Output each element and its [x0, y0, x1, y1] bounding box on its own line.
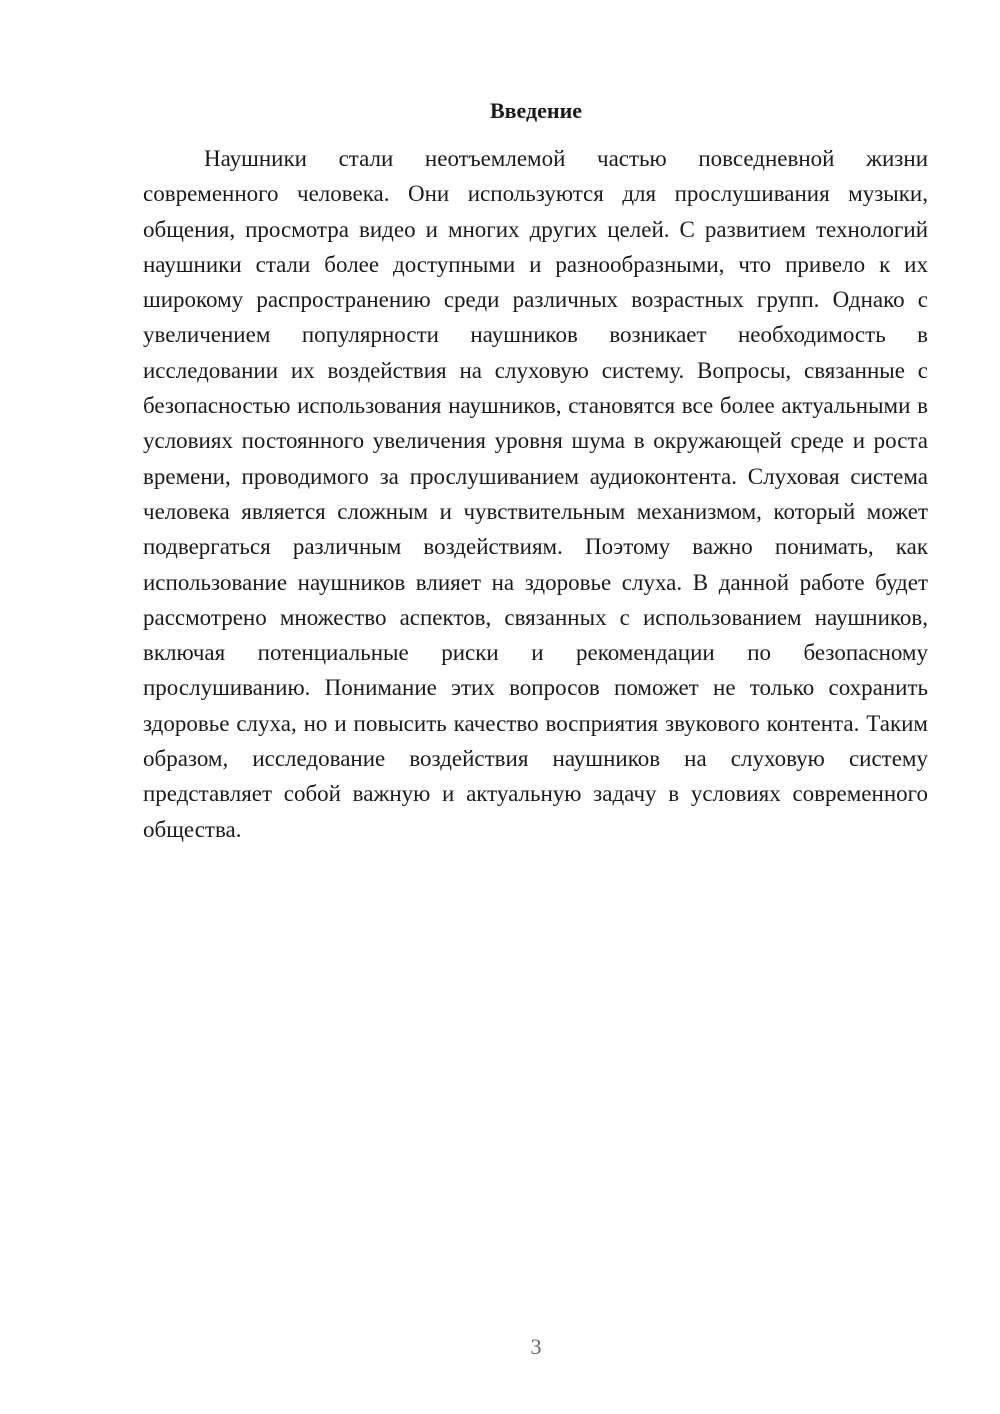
body-paragraph: Наушники стали неотъемлемой частью повседневной жизни современного человека. Они используются для прослушивания музыки, общения, просмотра видео и многих других целей. С развитием технологий наушники стали более доступными и разнообразными, что привело к их широкому распространению среди различных возрастных групп. Однако с увеличением популярности наушников возникает необходимость в исследовании их воздействия на слуховую систему. Вопросы, связанные с безопасностью использования наушников, становятся все более актуальными в условиях постоянного увеличения уровня шума в окружающей среде и роста времени, проводимого за прослушиванием аудиоконтента. Слуховая система человека является сложным и чувствительным механизмом, который может подвергаться различным воздействиям. Поэтому важно понимать, как использование наушников влияет на здоровье слуха. В данной работе будет рассмотрено множество аспектов, связанных с использованием наушников, включая потенциальные риски и рекомендации по безопасному прослушиванию. Понимание этих вопросов поможет не только сохранить здоровье слуха, но и повысить качество восприятия звукового контента. Таким образом, исследование воздействия наушников на слуховую систему представляет собой важную и актуальную задачу в условиях современного общества.	[143, 146, 928, 842]
page-number: 3	[530, 1334, 542, 1359]
section-heading: Введение	[489, 98, 583, 123]
